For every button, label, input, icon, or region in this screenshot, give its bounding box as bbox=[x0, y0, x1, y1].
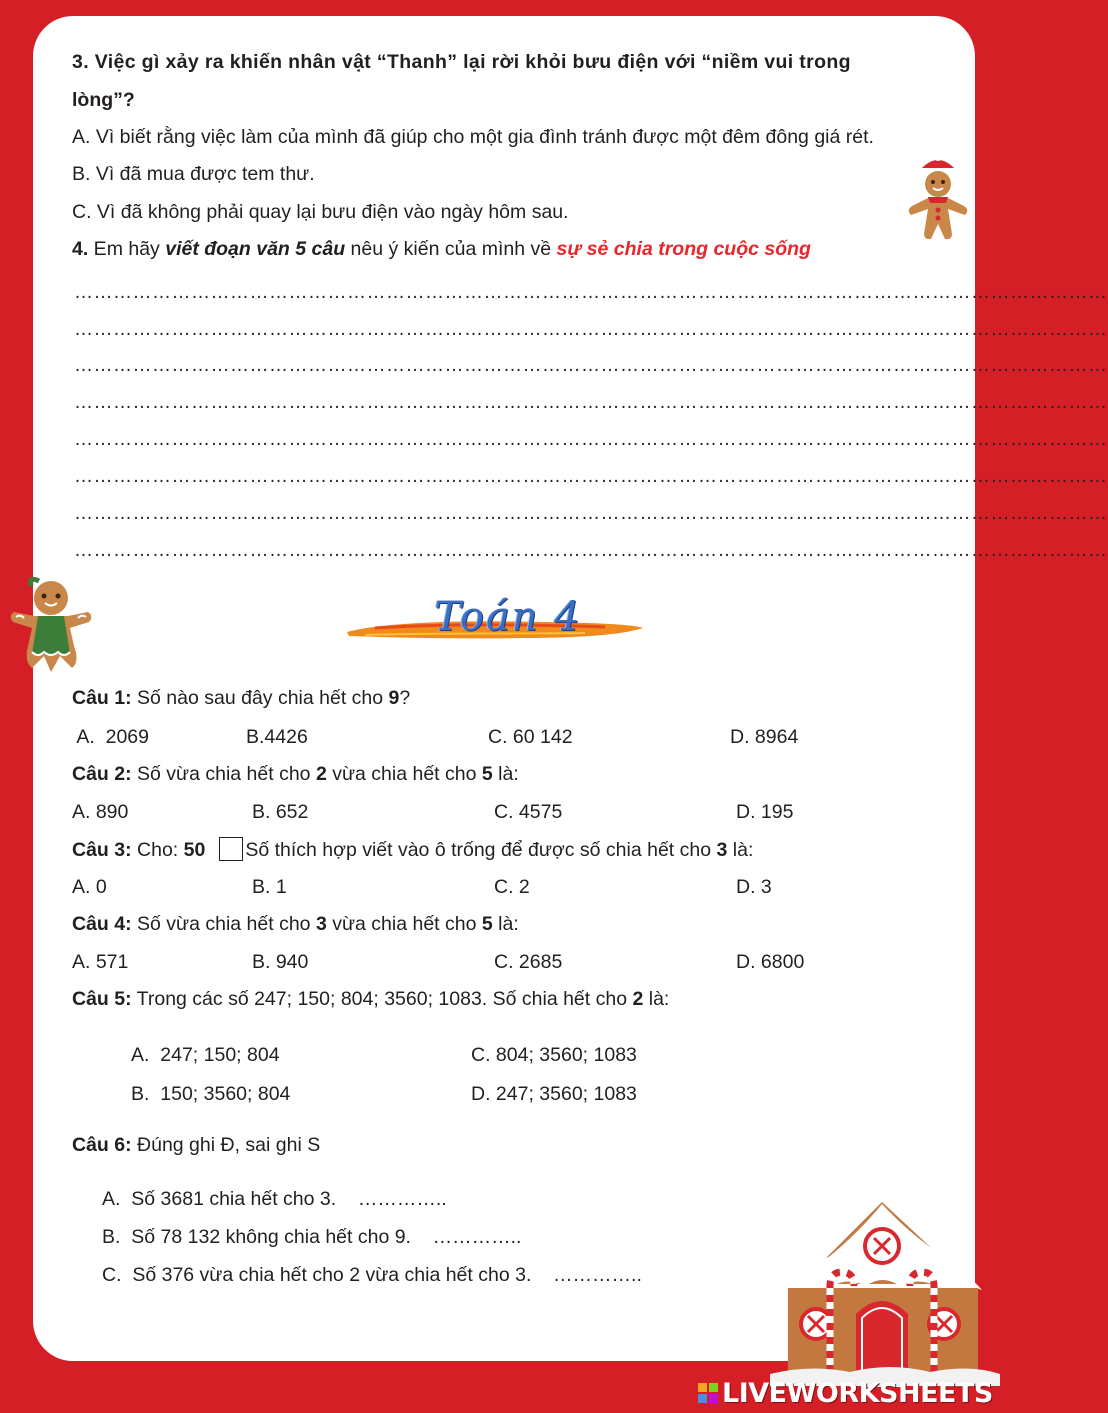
answer-line-8[interactable]: …………………………………………………………………………………………………………………………………………… bbox=[74, 540, 1108, 561]
math-q4 bbox=[72, 912, 519, 936]
q4m-option-c[interactable]: C. 2685 bbox=[494, 951, 563, 973]
q6-statement-a[interactable]: A. Số 3681 chia hết cho 3. ………….. bbox=[102, 1188, 447, 1210]
q4m-number-3: 3 bbox=[315, 913, 327, 935]
q4-mid: nêu ý kiến của mình về bbox=[345, 238, 557, 260]
q4m-text-2: vừa chia hết cho bbox=[326, 913, 482, 935]
q1-number: 9 bbox=[388, 687, 400, 709]
reading-q3-question-cont: lòng”? bbox=[72, 89, 135, 111]
q5-end: là: bbox=[643, 988, 670, 1010]
q4-emphasis: viết đoạn văn 5 câu bbox=[165, 238, 346, 260]
answer-line-3[interactable]: …………………………………………………………………………………………………………………………………………… bbox=[74, 355, 1108, 376]
q4m-end: là: bbox=[492, 913, 519, 935]
q3m-option-c[interactable]: C. 2 bbox=[494, 876, 530, 898]
q3-text: Việc gì xảy ra khiến nhân vật “Thanh” lại rời khỏi bưu điện với “niềm vui trong bbox=[88, 51, 851, 73]
q2-number-5: 5 bbox=[481, 763, 493, 785]
q1-label: Câu 1: bbox=[72, 687, 132, 709]
q3-number: 3. bbox=[72, 51, 89, 73]
logo-blocks-icon bbox=[698, 1383, 718, 1403]
q2-option-b[interactable]: B. 652 bbox=[252, 801, 309, 823]
answer-line-7[interactable]: …………………………………………………………………………………………………………………………………………… bbox=[74, 503, 1108, 524]
reading-q3-question bbox=[72, 50, 851, 74]
math-q5 bbox=[72, 987, 669, 1011]
q1-option-a[interactable]: A. 2069 bbox=[72, 726, 149, 748]
q4m-option-a[interactable]: A. 571 bbox=[72, 951, 129, 973]
math-q1 bbox=[72, 686, 410, 710]
logo-text: LIVEWORKSHEETS bbox=[722, 1377, 993, 1409]
q3-option-b: B. Vì đã mua được tem thư. bbox=[72, 163, 315, 185]
q3m-blank-box[interactable] bbox=[219, 837, 243, 861]
gingerbread-man-icon bbox=[898, 154, 978, 242]
reading-q4-prompt bbox=[72, 237, 811, 261]
answer-line-6[interactable]: …………………………………………………………………………………………………………………………………………… bbox=[74, 466, 1108, 487]
math-title: Toán 4 bbox=[434, 594, 582, 640]
worksheet-page bbox=[33, 16, 1108, 1361]
q4m-option-d[interactable]: D. 6800 bbox=[736, 951, 805, 973]
q3m-label: Câu 3: bbox=[72, 839, 132, 861]
answer-line-1[interactable]: …………………………………………………………………………………………………………………………………………… bbox=[74, 282, 1108, 303]
gingerbread-house-icon bbox=[770, 1196, 1000, 1386]
q1-option-c[interactable]: C. 60 142 bbox=[488, 726, 573, 748]
q1-option-b[interactable]: B.4426 bbox=[246, 726, 308, 748]
q2-number-2: 2 bbox=[315, 763, 327, 785]
q3m-number-3: 3 bbox=[716, 839, 728, 861]
q5-option-b[interactable]: B. 150; 3560; 804 bbox=[131, 1083, 291, 1105]
q4-number: 4. bbox=[72, 238, 89, 260]
q3m-option-a[interactable]: A. 0 bbox=[72, 876, 107, 898]
q2-option-c[interactable]: C. 4575 bbox=[494, 801, 563, 823]
q5-option-a[interactable]: A. 247; 150; 804 bbox=[131, 1044, 280, 1066]
q3m-option-d[interactable]: D. 3 bbox=[736, 876, 772, 898]
math-q3 bbox=[72, 837, 753, 862]
q3m-option-b[interactable]: B. 1 bbox=[252, 876, 287, 898]
q6-statement-b[interactable]: B. Số 78 132 không chia hết cho 9. ………….. bbox=[102, 1226, 522, 1248]
q3m-text: Số thích hợp viết vào ô trống để được số chia hết cho bbox=[245, 839, 717, 861]
q5-label: Câu 5: bbox=[72, 988, 132, 1010]
answer-line-2[interactable]: …………………………………………………………………………………………………………………………………………… bbox=[74, 319, 1108, 340]
q4m-option-b[interactable]: B. 940 bbox=[252, 951, 309, 973]
q2-text-2: vừa chia hết cho bbox=[326, 763, 482, 785]
q3m-pre: Cho: bbox=[131, 839, 184, 861]
q1-option-d[interactable]: D. 8964 bbox=[730, 726, 799, 748]
q2-label: Câu 2: bbox=[72, 763, 132, 785]
q5-text: Trong các số 247; 150; 804; 3560; 1083. Số chia hết cho bbox=[131, 988, 633, 1010]
q4m-text-1: Số vừa chia hết cho bbox=[131, 913, 316, 935]
q5-option-d[interactable]: D. 247; 3560; 1083 bbox=[471, 1083, 637, 1105]
math-q2 bbox=[72, 762, 519, 786]
q5-number-2: 2 bbox=[632, 988, 644, 1010]
q4m-number-5: 5 bbox=[481, 913, 493, 935]
gingerbread-girl-icon bbox=[8, 572, 94, 678]
q1-text: Số nào sau đây chia hết cho bbox=[131, 687, 389, 709]
q6-text: Đúng ghi Đ, sai ghi S bbox=[131, 1134, 321, 1156]
q3m-number: 50 bbox=[183, 839, 206, 861]
q3-option-a: A. Vì biết rằng việc làm của mình đã giúp cho một gia đình tránh được một đêm đông giá rét. bbox=[72, 126, 874, 148]
q2-option-d[interactable]: D. 195 bbox=[736, 801, 794, 823]
answer-line-4[interactable]: …………………………………………………………………………………………………………………………………………… bbox=[74, 392, 1108, 413]
answer-line-5[interactable]: …………………………………………………………………………………………………………………………………………… bbox=[74, 429, 1108, 450]
math-q6 bbox=[72, 1133, 320, 1157]
q1-end: ? bbox=[399, 687, 411, 709]
q5-option-c[interactable]: C. 804; 3560; 1083 bbox=[471, 1044, 637, 1066]
q3-option-c: C. Vì đã không phải quay lại bưu điện vào ngày hôm sau. bbox=[72, 201, 569, 223]
q4-pre: Em hãy bbox=[88, 238, 166, 260]
q6-label: Câu 6: bbox=[72, 1134, 132, 1156]
q4m-label: Câu 4: bbox=[72, 913, 132, 935]
q3m-end: là: bbox=[727, 839, 754, 861]
q2-end: là: bbox=[492, 763, 519, 785]
q6-statement-c[interactable]: C. Số 376 vừa chia hết cho 2 vừa chia hết cho 3. ………….. bbox=[102, 1264, 642, 1286]
liveworksheets-logo bbox=[698, 1378, 993, 1408]
q4-topic: sự sẻ chia trong cuộc sống bbox=[556, 238, 811, 260]
q2-option-a[interactable]: A. 890 bbox=[72, 801, 129, 823]
q2-text-1: Số vừa chia hết cho bbox=[131, 763, 316, 785]
